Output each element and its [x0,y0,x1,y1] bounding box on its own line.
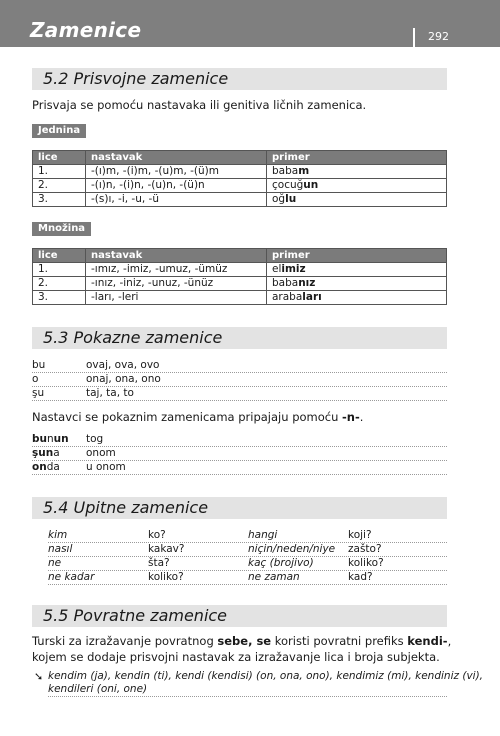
primer-stem: oğ [272,193,286,205]
cell-primer [267,193,447,207]
form-meaning: onom [86,447,116,459]
column-header-primer: primer [267,151,447,165]
primer-suffix: imiz [281,263,306,275]
turkish-word: ne [48,557,62,569]
pronoun-row [32,359,447,373]
chapter-title: Zamenice [30,18,142,42]
cell-lice: 1. [33,165,86,179]
turkish-word: hangi [248,529,278,541]
cell-primer [267,263,447,277]
primer-stem: baba [272,277,299,289]
serbian-word: kakav? [148,543,185,555]
form-row [32,447,447,461]
pronoun-meaning: ovaj, ova, ovo [86,359,160,371]
serbian-word: koliko? [148,571,184,583]
page-number: 292 [428,30,449,43]
column-header-primer: primer [267,249,447,263]
table-row [33,263,447,277]
form-row [32,461,447,475]
cell-nastavak: -(ı)m, -(i)m, -(u)m, -(ü)m [86,165,267,179]
cell-lice: 1. [33,263,86,277]
form-row [32,433,447,447]
page-header [0,0,500,47]
primer-stem: baba [272,165,299,177]
pronoun-meaning: onaj, ona, ono [86,373,161,385]
serbian-word: kad? [348,571,373,583]
section-5-4-bar [32,497,447,519]
header-divider [413,28,415,47]
jednina-table [32,150,447,207]
note-text: Nastavci se pokaznim zamenicama pripajaju pomoću [32,410,343,424]
form-word: onda [32,461,60,473]
serbian-word: zašto? [348,543,382,555]
serbian-word: koliko? [348,557,384,569]
note-infix: -n- [342,410,360,424]
question-row [48,529,447,543]
table-row [33,179,447,193]
form-word: bunun [32,433,69,445]
primer-stem: el [272,263,282,275]
question-row [48,571,447,585]
primer-stem: araba [272,291,303,303]
turkish-word: nasıl [48,543,73,555]
note-period: . [359,410,364,424]
form-meaning: u onom [86,461,126,473]
primer-suffix: ları [302,291,322,303]
pronoun-row [32,387,447,401]
column-header-nastavak: nastavak [86,151,267,165]
primer-suffix: nız [298,277,316,289]
primer-suffix: m [298,165,310,177]
table-row [33,291,447,305]
pronoun-meaning: taj, ta, to [86,387,134,399]
table-row [33,165,447,179]
serbian-word: koji? [348,529,372,541]
table-header-row [33,249,447,263]
pronoun-row [32,373,447,387]
question-row [48,557,447,571]
arrow-icon: ➘ [34,670,44,683]
example-line-2: kendileri (oni, one) [48,683,148,695]
table-row [33,277,447,291]
column-header-nastavak: nastavak [86,249,267,263]
jednina-label: Jednina [32,124,86,138]
turkish-word: niçin/neden/niye [248,543,336,555]
mnozina-table [32,248,447,305]
section-5-5-para-line-2: kojem se dodaje prisvojni nastavak za izražavanje lica i broja subjekta. [32,650,440,664]
column-header-lice: lice [33,249,86,263]
section-5-2-title: 5.2 Prisvojne zamenice [43,69,229,88]
turkish-word: ne kadar [48,571,95,583]
section-5-3-title: 5.3 Pokazne zamenice [43,328,223,347]
example-underline [48,696,447,697]
section-5-3-bar [32,327,447,349]
cell-lice: 3. [33,291,86,305]
section-5-3-note [32,410,363,425]
form-word: şuna [32,447,60,459]
section-5-2-intro: Prisvaja se pomoću nastavaka ili genitiva ličnih zamenica. [32,98,367,112]
cell-nastavak: -ınız, -iniz, -unuz, -ünüz [86,277,267,291]
section-5-5-title: 5.5 Povratne zamenice [43,606,228,625]
pronoun-word: bu [32,359,46,371]
primer-suffix: un [303,179,319,191]
primer-suffix: lu [285,193,297,205]
cell-nastavak: -(s)ı, -i, -u, -ü [86,193,267,207]
serbian-word: ko? [148,529,166,541]
column-header-lice: lice [33,151,86,165]
cell-primer [267,165,447,179]
mnozina-label: Množina [32,222,91,236]
turkish-word: kaç (brojivo) [248,557,314,569]
cell-nastavak: -ımız, -imiz, -umuz, -ümüz [86,263,267,277]
cell-primer [267,291,447,305]
turkish-word: ne zaman [248,571,300,583]
form-meaning: tog [86,433,104,445]
cell-lice: 2. [33,277,86,291]
cell-nastavak: -(ı)n, -(i)n, -(u)n, -(ü)n [86,179,267,193]
primer-stem: çocuğ [272,179,304,191]
cell-lice: 3. [33,193,86,207]
turkish-word: kim [48,529,68,541]
serbian-word: šta? [148,557,170,569]
cell-lice: 2. [33,179,86,193]
cell-primer [267,277,447,291]
question-row [48,543,447,557]
pronoun-word: o [32,373,39,385]
example-line-1: kendim (ja), kendin (ti), kendi (kendisi) (on, ona, ono), kendimiz (mi), kendiniz (vi), [48,670,484,682]
cell-primer [267,179,447,193]
table-header-row [33,151,447,165]
table-row [33,193,447,207]
pronoun-word: şu [32,387,45,399]
section-5-2-bar [32,68,447,90]
cell-nastavak: -ları, -leri [86,291,267,305]
section-5-5-bar [32,605,447,627]
section-5-4-title: 5.4 Upitne zamenice [43,498,209,517]
section-5-5-para-line-1: Turski za izražavanje povratnog sebe, se koristi povratni prefiks kendi-, [32,634,452,648]
